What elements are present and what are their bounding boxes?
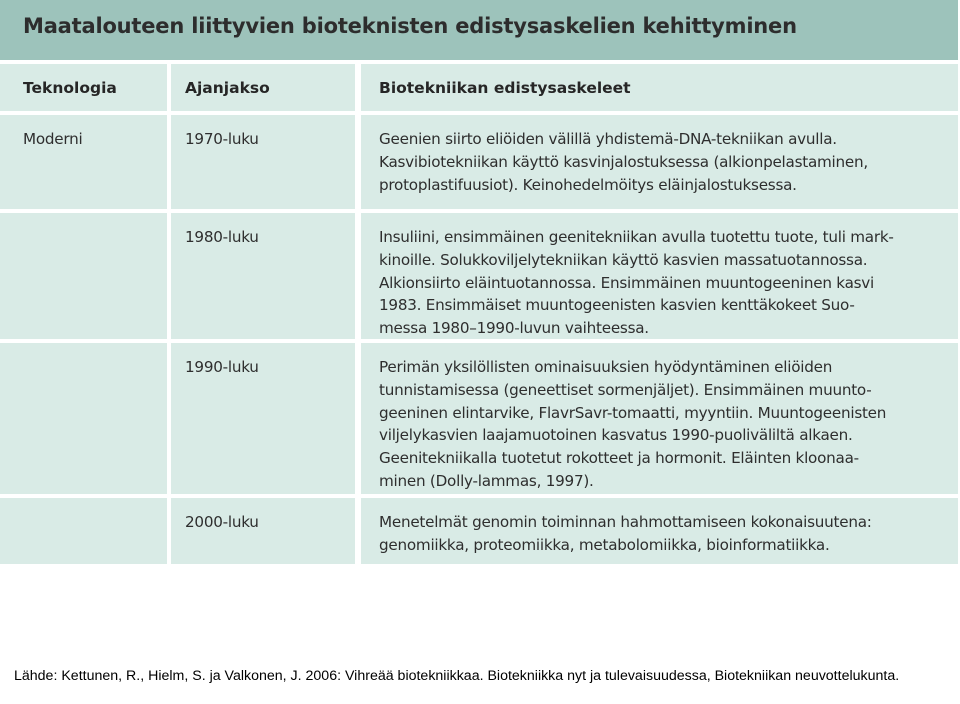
row-1990-advances: Perimän yksilöllisten ominaisuuksien hyödyntäminen eliöiden tunnistamisessa (geneettiset sormenjäljet). Ensimmäinen muunto- geeninen elintarvike, FlavrSavr-tomaatti, myyntiin. Muuntogeenisten viljelykasvien laajamuotoinen kasvatus 1990-puoliväliltä alkaen. Geenitekniikalla tuotetut rokotteet ja hormonit. Eläinten kloonaa- minen (Dolly-lammas, 1997). bbox=[361, 343, 958, 494]
row-1970-advances: Geenien siirto eliöiden välillä yhdistemä-DNA-tekniikan avulla. Kasvibiotekniikan käyttö kasvinjalostuksessa (alkionpelastaminen, protoplastifuusiot). Keinohedelmöitys eläinjalostuksessa. bbox=[361, 115, 958, 209]
row-1990-technology bbox=[0, 343, 167, 494]
table-title: Maatalouteen liittyvien bioteknisten edistysaskelien kehittyminen bbox=[23, 14, 797, 38]
table-title-bar bbox=[0, 0, 958, 62]
row-1970-period: 1970-luku bbox=[171, 115, 355, 209]
row-1970-technology: Moderni bbox=[0, 115, 167, 209]
row-2000-period: 2000-luku bbox=[171, 498, 355, 564]
row-2000-technology bbox=[0, 498, 167, 564]
row-1980-period: 1980-luku bbox=[171, 213, 355, 339]
row-1990-period: 1990-luku bbox=[171, 343, 355, 494]
header-period: Ajanjakso bbox=[171, 64, 355, 111]
row-1980-advances: Insuliini, ensimmäinen geenitekniikan avulla tuotettu tuote, tuli mark- kinoille. Solukkoviljelytekniikan käyttö kasvien massatuotannossa. Alkionsiirto eläintuotannossa. Ensimmäinen muuntogeeninen kasvi 1983. Ensimmäiset muuntogeenisten kasvien kenttäkokeet Suo- messa 1980–1990-luvun vaihteessa. bbox=[361, 213, 958, 339]
row-1980-technology bbox=[0, 213, 167, 339]
row-2000-advances: Menetelmät genomin toiminnan hahmottamiseen kokonaisuutena: genomiikka, proteomiikka, metabolomiikka, bioinformatiikka. bbox=[361, 498, 958, 564]
header-advances: Biotekniikan edistysaskeleet bbox=[361, 64, 958, 111]
header-technology: Teknologia bbox=[0, 64, 167, 111]
source-citation: Lähde: Kettunen, R., Hielm, S. ja Valkonen, J. 2006: Vihreää biotekniikkaa. Biotekniikka nyt ja tulevaisuudessa, Biotekniikan neuvottelukunta. bbox=[14, 668, 900, 684]
